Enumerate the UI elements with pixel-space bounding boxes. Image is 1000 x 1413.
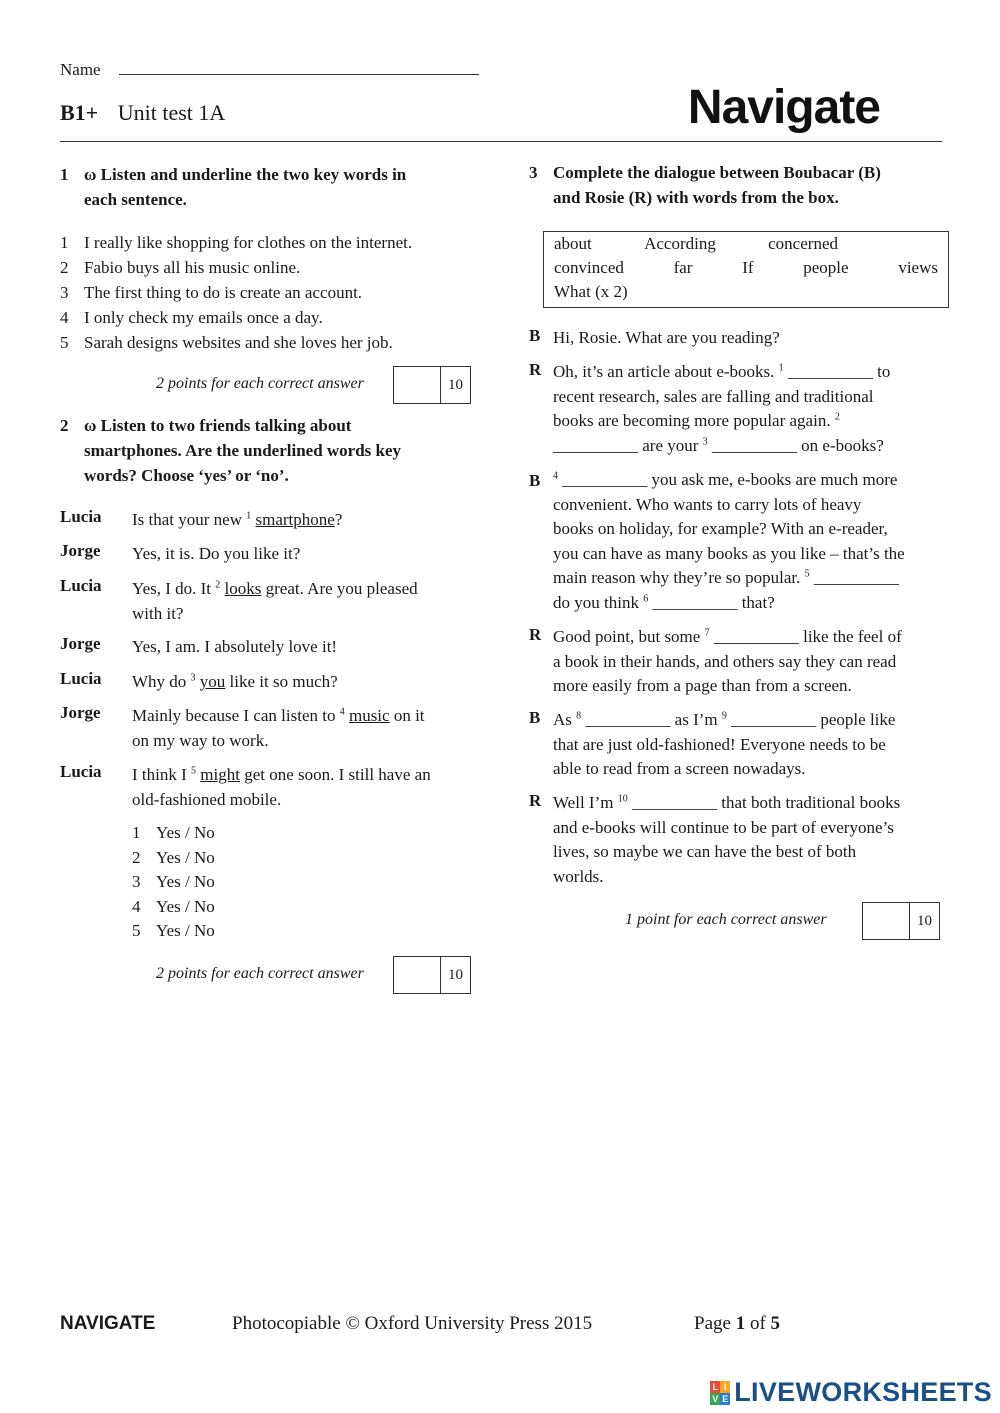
section3-instruction: 3 Complete the dialogue between Boubacar (B) and Rosie (R) with words from the box. bbox=[529, 160, 949, 210]
answer-blank-9[interactable]: __________ bbox=[731, 710, 817, 729]
level-label: B1+ bbox=[60, 100, 99, 125]
liveworksheets-text: LIVEWORKSHEETS bbox=[734, 1377, 992, 1407]
speaker: B bbox=[529, 471, 541, 490]
answer-blank-6[interactable]: __________ bbox=[652, 592, 738, 612]
speaker: Jorge bbox=[60, 703, 101, 722]
answer-blank-7[interactable]: __________ bbox=[713, 627, 799, 646]
section3-points-note: 1 point for each correct answer bbox=[625, 911, 827, 928]
word-option[interactable]: concerned bbox=[768, 234, 838, 253]
list-item: 3 The first thing to do is create an account. bbox=[60, 283, 363, 302]
answer-blank-4[interactable]: __________ bbox=[562, 470, 648, 489]
word-option[interactable]: If bbox=[742, 258, 754, 277]
word-option[interactable]: views bbox=[898, 258, 938, 277]
word-box bbox=[543, 231, 949, 308]
yes-no-choice[interactable]: Yes / No bbox=[156, 823, 215, 842]
section3-score-box bbox=[862, 902, 940, 940]
section2-instruction: 2 ω Listen to two friends talking about smartphones. Are the underlined words key words? Choose ‘yes’ or ‘no’. bbox=[60, 413, 480, 488]
speaker: Jorge bbox=[60, 634, 101, 653]
max-score: 10 bbox=[448, 967, 463, 983]
name-input-line[interactable] bbox=[119, 60, 479, 75]
word-box-line bbox=[554, 282, 938, 302]
unit-title bbox=[60, 100, 225, 126]
answer-blank-2[interactable]: __________ bbox=[553, 435, 638, 455]
yes-no-choice[interactable]: Yes / No bbox=[156, 872, 215, 891]
yes-no-choice[interactable]: Yes / No bbox=[156, 896, 215, 916]
speaker: Lucia bbox=[60, 762, 102, 781]
section3-number: 3 bbox=[529, 163, 538, 182]
footer-copyright: Photocopiable © Oxford University Press 2015 bbox=[232, 1313, 593, 1334]
section2-points-note: 2 points for each correct answer bbox=[156, 965, 364, 982]
underlined-word: might bbox=[200, 765, 240, 784]
max-score: 10 bbox=[448, 377, 463, 393]
word-option[interactable]: According bbox=[644, 234, 716, 253]
section2-score-box bbox=[393, 956, 471, 994]
list-item: 1 Yes / No bbox=[132, 823, 215, 842]
header-divider bbox=[60, 141, 942, 142]
speaker: R bbox=[529, 625, 542, 644]
yes-no-list bbox=[132, 821, 215, 944]
list-item: 2 Yes / No bbox=[132, 847, 215, 867]
section2-number: 2 bbox=[60, 416, 69, 435]
score-input[interactable] bbox=[863, 903, 910, 939]
speaker: Lucia bbox=[60, 669, 102, 688]
list-item: 1 I really like shopping for clothes on the internet. bbox=[60, 233, 413, 252]
list-item: 3 Yes / No bbox=[132, 872, 215, 891]
underlined-word: you bbox=[199, 672, 226, 691]
word-option[interactable]: people bbox=[803, 258, 849, 277]
word-option[interactable]: about bbox=[554, 234, 592, 253]
score-input[interactable] bbox=[394, 367, 441, 403]
section1-score-box bbox=[393, 366, 471, 404]
yes-no-choice[interactable]: Yes / No bbox=[156, 847, 215, 867]
answer-blank-8[interactable]: __________ bbox=[585, 710, 671, 729]
list-item: 4 I only check my emails once a day. bbox=[60, 308, 323, 327]
footer-page-number: Page 1 of 5 bbox=[694, 1313, 781, 1334]
underlined-word: smartphone bbox=[255, 510, 335, 529]
answer-blank-3[interactable]: __________ bbox=[711, 435, 797, 455]
name-row bbox=[60, 60, 479, 80]
word-option[interactable]: What (x 2) bbox=[554, 282, 628, 301]
footer-brand: NAVIGATE bbox=[60, 1313, 156, 1334]
list-item: 5 Sarah designs websites and she loves her job. bbox=[60, 333, 393, 352]
underlined-word: looks bbox=[224, 579, 262, 598]
speaker: R bbox=[529, 791, 542, 810]
speaker: Jorge bbox=[60, 541, 101, 560]
speaker: Lucia bbox=[60, 507, 102, 526]
navigate-logo: Navigate bbox=[687, 81, 880, 134]
answer-blank-5[interactable]: __________ bbox=[813, 568, 899, 587]
list-item: 5 Yes / No bbox=[132, 921, 215, 940]
word-box-line bbox=[554, 234, 838, 254]
speaker: R bbox=[529, 360, 542, 379]
max-score: 10 bbox=[917, 913, 932, 929]
answer-blank-10[interactable]: __________ bbox=[631, 793, 717, 812]
speaker: B bbox=[529, 708, 541, 727]
name-label: Name bbox=[60, 60, 101, 79]
yes-no-choice[interactable]: Yes / No bbox=[156, 921, 215, 940]
speaker: Lucia bbox=[60, 576, 102, 595]
speaker: B bbox=[529, 326, 541, 345]
liveworksheets-icon: L I V E bbox=[712, 1381, 729, 1404]
word-option[interactable]: convinced bbox=[554, 258, 624, 277]
word-box-line bbox=[554, 258, 938, 278]
section1-instruction: 1 ω Listen and underline the two key words in each sentence. bbox=[60, 162, 480, 212]
section1-list bbox=[60, 230, 412, 355]
list-item: 2 Fabio buys all his music online. bbox=[60, 258, 301, 277]
unit-label: Unit test 1A bbox=[117, 100, 226, 125]
score-input[interactable] bbox=[394, 957, 441, 993]
liveworksheets-logo bbox=[710, 1377, 992, 1408]
list-item: 4 Yes / No bbox=[132, 896, 215, 916]
answer-blank-1[interactable]: __________ bbox=[787, 362, 873, 381]
section1-points-note: 2 points for each correct answer bbox=[156, 375, 364, 392]
section1-number: 1 bbox=[60, 165, 69, 184]
word-option[interactable]: far bbox=[673, 258, 693, 277]
underlined-word: music bbox=[348, 706, 390, 725]
